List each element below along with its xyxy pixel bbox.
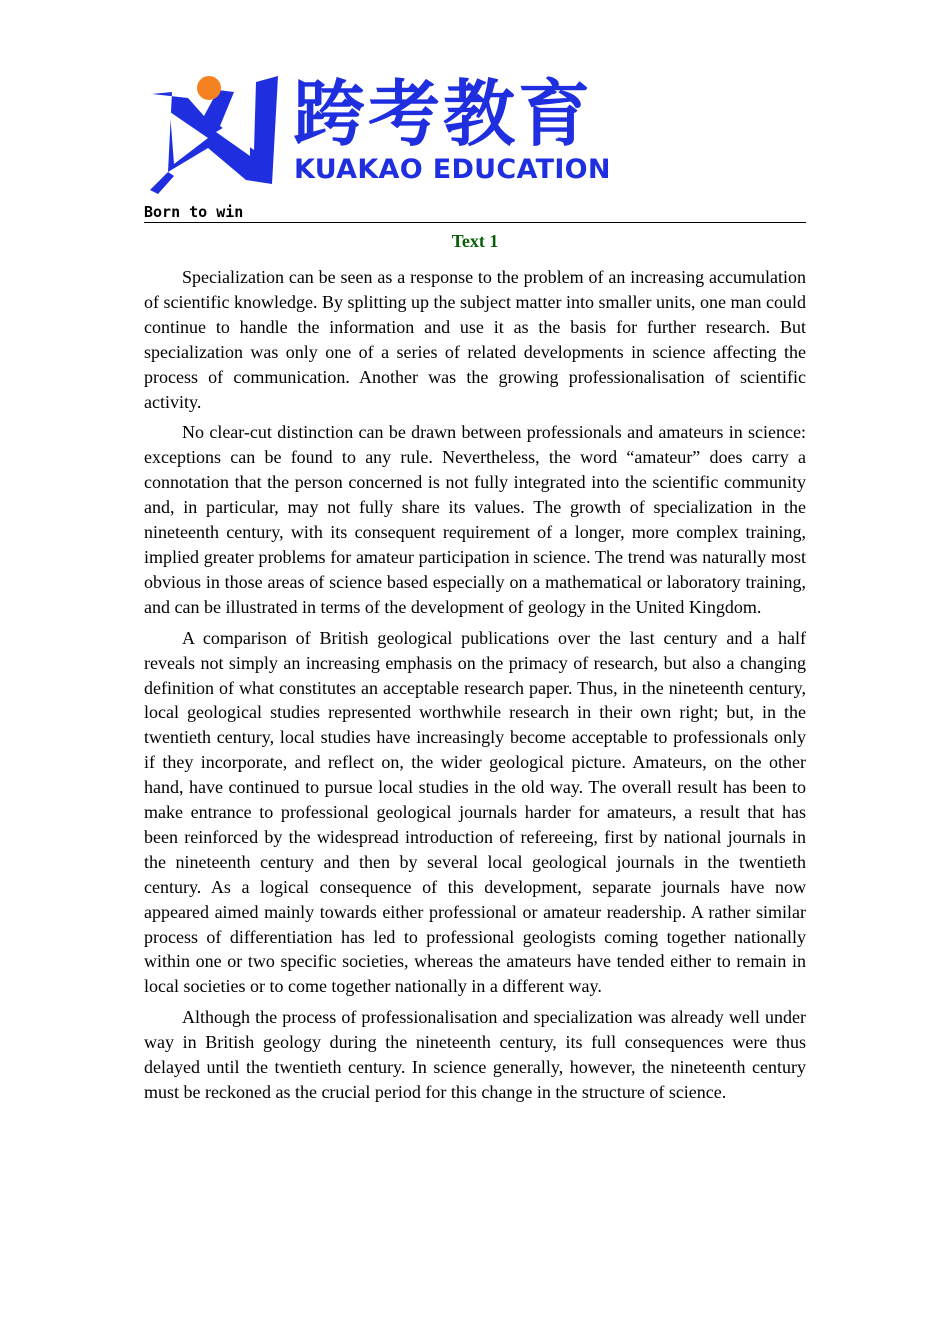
paragraph-4: Although the process of professionalisation and specialization was already well under way in British geology during the nineteenth century, its full consequences were thus delayed until the twentieth century. In science generally, however, the nineteenth century must be reckoned as the crucial period for this change in the structure of science. — [144, 1007, 806, 1102]
logo-emblem-icon — [146, 72, 292, 196]
article-title: Text 1 — [451, 231, 499, 251]
logo-english-text: KUAKAO EDUCATION — [294, 154, 611, 185]
article-body — [144, 265, 806, 1111]
logo-chinese-text: 跨考教育 — [293, 72, 594, 156]
paragraph-3: A comparison of British geological publications over the last century and a half reveals not simply an increasing emphasis on the primacy of research, but also a changing definition of what constitutes an acceptable research paper. Thus, in the nineteenth century, local geological studies represented worthwhile research in their own right; but, in the twentieth century, local studies have increasingly become acceptable to professionals only if they incorporate, and reflect on, the wider geological picture. Amateurs, on the other hand, have continued to pursue local studies in the old way. The overall result has been to make entrance to professional geological journals harder for amateurs, a result that has been reinforced by the widespread introduction of refereeing, first by national journals in the nineteenth century and then by several local geological journals in the twentieth century. As a logical consequence of this development, separate journals have now appeared aimed mainly towards either professional or amateur readership. A rather similar process of differentiation has led to professional geologists coming together nationally within one or two specific societies, whereas the amateurs have tended either to remain in local societies or to come together nationally in a different way. — [144, 627, 806, 997]
header-divider — [144, 222, 806, 223]
paragraph-2: No clear-cut distinction can be drawn between professionals and amateurs in science: exceptions can be found to any rule. Nevertheless, the word “amateur” does carry a connotation that the person concerned is not fully integrated into the scientific community and, in particular, may not fully share its values. The growth of specialization in the nineteenth century, with its consequent requirement of a longer, more complex training, implied greater problems for amateur participation in science. The trend was naturally most obvious in those areas of science based especially on a mathematical or laboratory training, and can be illustrated in terms of the development of geology in the United Kingdom. — [144, 422, 806, 617]
tagline: Born to win — [144, 203, 244, 221]
paragraph-1: Specialization can be seen as a response to the problem of an increasing accumulation of scientific knowledge. By splitting up the subject matter into smaller units, one man could continue to handle the information and use it as the basis for further research. But specialization was only one of a series of related developments in science affecting the process of communication. Another was the growing professionalisation of scientific activity. — [144, 267, 806, 412]
kuakao-logo — [146, 72, 611, 196]
